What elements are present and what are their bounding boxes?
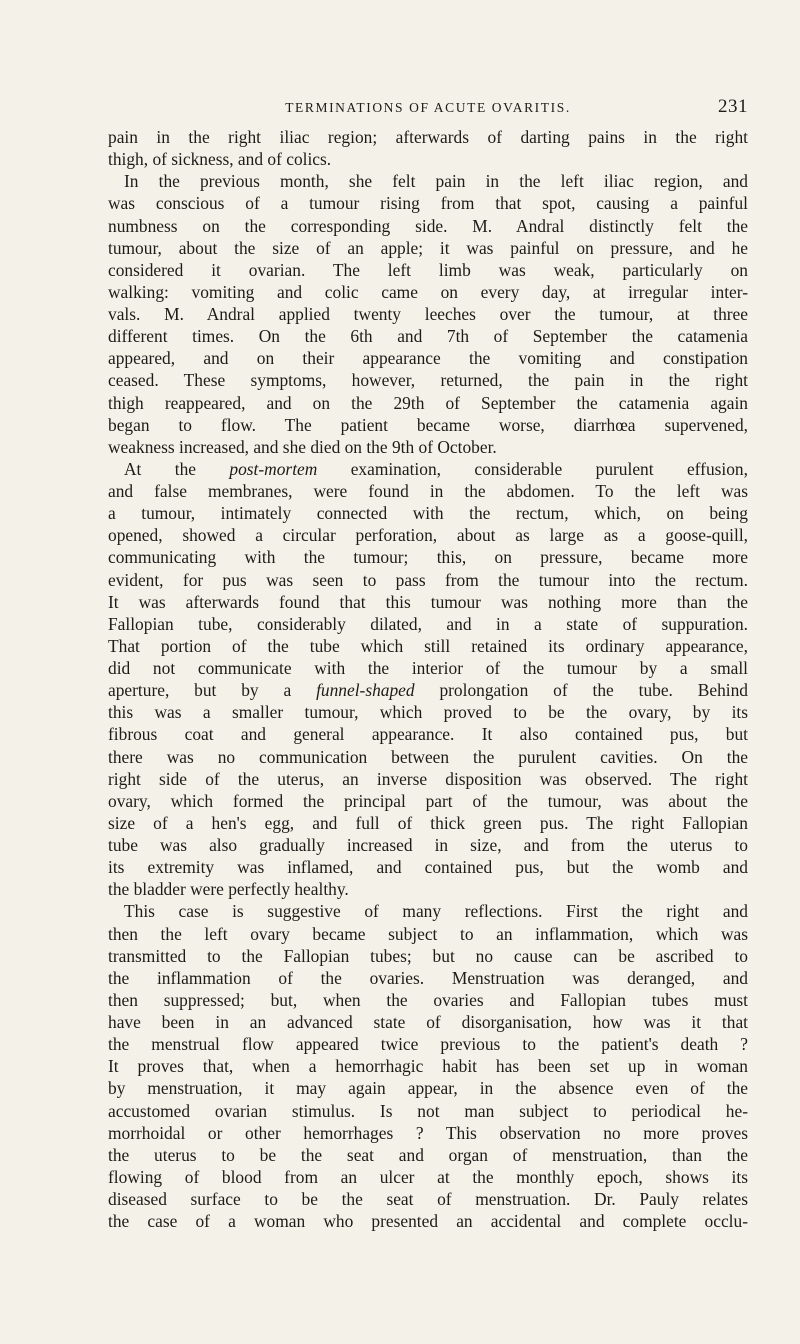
text-line: the case of a woman who presented an accidental and complete occlu- [108,1211,748,1232]
text-line: there was no communication between the purulent cavities. On the [108,746,748,767]
text-line: the uterus to be the seat and organ of menstruation, than the [108,1144,748,1165]
page-number: 231 [718,96,748,117]
text-line: by menstruation, it may again appear, in the absence even of the [108,1078,748,1099]
text-line: its extremity was inflamed, and contained pus, but the womb and [108,857,748,878]
text-line: At the post-mortem examination, considerable purulent effusion, [124,458,748,479]
text-line: thigh, of sickness, and of colics. [108,149,332,170]
text-line: It was afterwards found that this tumour was nothing more than the [108,591,748,612]
text-line: In the previous month, she felt pain in the left iliac region, and [124,171,748,192]
text-line: numbness on the corresponding side. M. Andral distinctly felt the [108,215,748,236]
text-line: Fallopian tube, considerably dilated, and in a state of suppuration. [108,613,748,634]
text-line: evident, for pus was seen to pass from the tumour into the rectum. [108,569,748,590]
text-line: That portion of the tube which still retained its ordinary appearance, [108,635,748,656]
text-line: opened, showed a circular perforation, about as large as a goose-quill, [108,525,748,546]
text-line: This case is suggestive of many reflections. First the right and [124,901,748,922]
text-line: the menstrual flow appeared twice previous to the patient's death ? [108,1034,748,1055]
text-line: aperture, but by a funnel-shaped prolongation of the tube. Behind [108,680,748,701]
body-text [108,126,748,1232]
text-line: tube was also gradually increased in size, and from the uterus to [108,835,748,855]
text-line: a tumour, intimately connected with the rectum, which, on being [108,503,748,524]
text-line: different times. On the 6th and 7th of September the catamenia [108,326,748,347]
text-line: the inflammation of the ovaries. Menstruation was deranged, and [108,967,748,988]
text-line: morrhoidal or other hemorrhages ? This observation no more proves [108,1122,748,1143]
running-title: TERMINATIONS OF ACUTE OVARITIS. [285,100,571,115]
text-line: began to flow. The patient became worse, diarrhœa supervened, [108,414,748,435]
text-line: fibrous coat and general appearance. It also contained pus, but [108,724,748,745]
text-line: the bladder were perfectly healthy. [108,879,349,900]
text-line: diseased surface to be the seat of menstruation. Dr. Pauly relates [108,1189,748,1209]
text-line: right side of the uterus, an inverse disposition was observed. The right [108,768,748,789]
text-line: ovary, which formed the principal part of the tumour, was about the [108,790,748,811]
text-line: It proves that, when a hemorrhagic habit has been set up in woman [108,1056,748,1077]
text-line: ceased. These symptoms, however, returned, the pain in the right [108,370,748,391]
text-line: this was a smaller tumour, which proved to be the ovary, by its [108,702,748,723]
text-line: then the left ovary became subject to an inflammation, which was [108,923,748,944]
running-head [108,98,748,118]
text-line: flowing of blood from an ulcer at the monthly epoch, shows its [108,1166,748,1187]
text-line: tumour, about the size of an apple; it was painful on pressure, and he [108,237,748,258]
text-line: walking: vomiting and colic came on every day, at irregular inter- [108,281,748,302]
text-line: was conscious of a tumour rising from that spot, causing a painful [108,193,748,214]
text-line: vals. M. Andral applied twenty leeches over the tumour, at three [108,304,748,324]
text-line: communicating with the tumour; this, on pressure, became more [108,547,748,568]
text-line: pain in the right iliac region; afterwards of darting pains in the right [108,127,748,147]
text-line: and false membranes, were found in the abdomen. To the left was [108,481,748,501]
text-line: appeared, and on their appearance the vomiting and constipation [108,348,748,369]
text-line: weakness increased, and she died on the 9th of October. [108,436,497,457]
text-line: transmitted to the Fallopian tubes; but no cause can be ascribed to [108,945,748,966]
text-line: have been in an advanced state of disorganisation, how was it that [108,1012,748,1032]
text-line: did not communicate with the interior of the tumour by a small [108,658,748,678]
text-line: accustomed ovarian stimulus. Is not man subject to periodical he- [108,1100,748,1121]
text-line: considered it ovarian. The left limb was weak, particularly on [108,259,748,280]
text-line: size of a hen's egg, and full of thick green pus. The right Fallopian [108,812,748,833]
text-line: then suppressed; but, when the ovaries and Fallopian tubes must [108,989,748,1010]
text-line: thigh reappeared, and on the 29th of September the catamenia again [108,392,748,413]
